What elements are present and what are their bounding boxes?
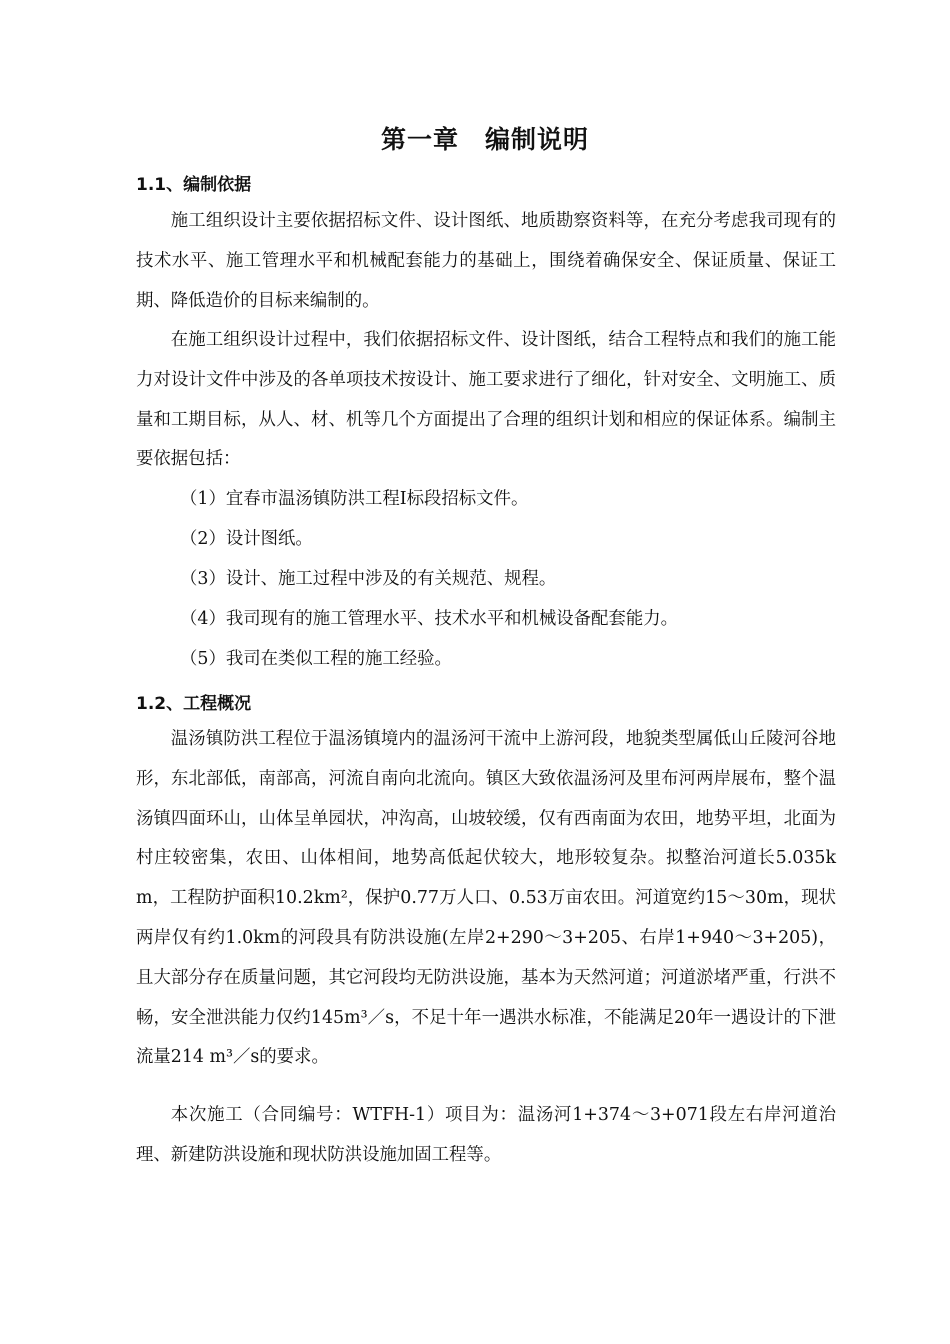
paragraph-overview-2: 本次施工（合同编号：WTFH-1）项目为：温汤河1+374～3+071段左右岸河道治理、新建防洪设施和现状防洪设施加固工程等。 bbox=[136, 1105, 836, 1165]
section-heading-basis: 1.1、编制依据 bbox=[136, 175, 252, 195]
paragraph-basis-2: 在施工组织设计过程中，我们依据招标文件、设计图纸，结合工程特点和我们的施工能力对设计文件中涉及的各单项技术按设计、施工要求进行了细化，针对安全、文明施工、质量和工期目标，从人、材、机等几个方面提出了合理的组织计划和相应的保证体系。编制主要依据包括： bbox=[136, 330, 836, 470]
basis-list-item-3: （3）设计、施工过程中涉及的有关规范、规程。 bbox=[180, 569, 557, 589]
section-heading-overview: 1.2、工程概况 bbox=[136, 694, 252, 714]
basis-list-item-5: （5）我司在类似工程的施工经验。 bbox=[180, 649, 452, 669]
basis-list-item-4: （4）我司现有的施工管理水平、技术水平和机械设备配套能力。 bbox=[180, 609, 679, 629]
paragraph-overview-1: 温汤镇防洪工程位于温汤镇境内的温汤河干流中上游河段，地貌类型属低山丘陵河谷地形，东北部低，南部高，河流自南向北流向。镇区大致依温汤河及里布河两岸展布，整个温汤镇四面环山，山体呈单园状，冲沟高，山坡较缓，仅有西南面为农田，地势平坦，北面为村庄较密集，农田、山体相间，地势高低起伏较大，地形较复杂。拟整治河道长5.035km，工程防护面积10.2km²，保护0.77万人口、0.53万亩农田。河道宽约15～30m，现状两岸仅有约1.0km的河段具有防洪设施(左岸2+290～3+205、右岸1+940～3+205)，且大部分存在质量问题，其它河段均无防洪设施，基本为天然河道；河道淤堵严重，行洪不畅，安全泄洪能力仅约145m³／s，不足十年一遇洪水标准，不能满足20年一遇设计的下泄流量214 m³／s的要求。 bbox=[136, 729, 836, 1068]
chapter-title: 第一章 编制说明 bbox=[380, 125, 589, 154]
basis-list-item-1: （1）宜春市温汤镇防洪工程Ⅰ标段招标文件。 bbox=[180, 489, 529, 509]
paragraph-basis-1: 施工组织设计主要依据招标文件、设计图纸、地质勘察资料等，在充分考虑我司现有的技术水平、施工管理水平和机械配套能力的基础上，围绕着确保安全、保证质量、保证工期、降低造价的目标来编制的。 bbox=[136, 211, 836, 311]
basis-list-item-2: （2）设计图纸。 bbox=[180, 529, 313, 549]
